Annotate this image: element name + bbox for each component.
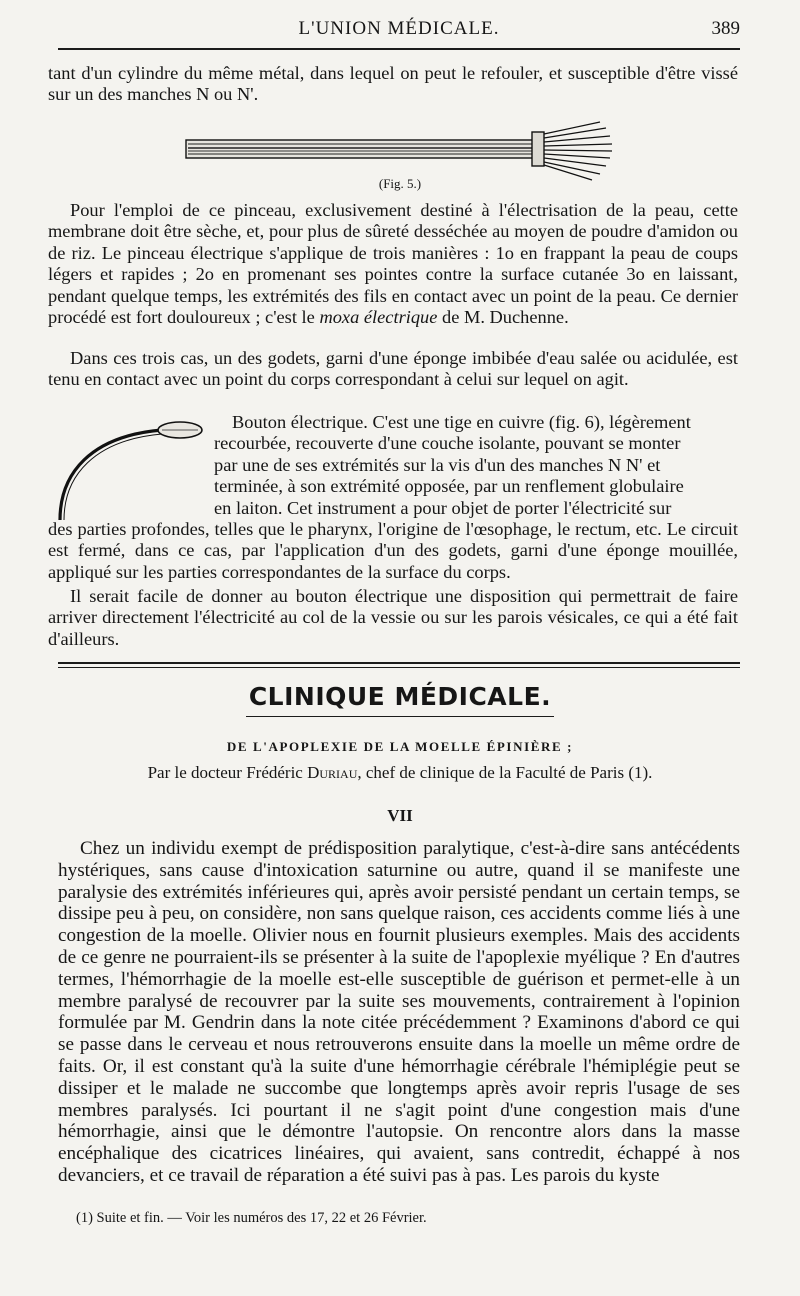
facile-paragraph: Il serait facile de donner au bouton électrique une disposition qui permettrait de faire arriver directement l'électricité au col de la vessie ou sur les parois vésicales, ce qui a été fait d'ailleurs.	[48, 586, 738, 649]
header-rule	[58, 48, 740, 50]
electric-brush-illustration	[182, 120, 622, 182]
bouton-line-4: terminée, à son extrémité opposée, par un renflement globulaire	[214, 476, 684, 496]
brush-usage-end: de M. Duchenne.	[442, 307, 569, 328]
bouton-continuation-paragraph: des parties profondes, telles que le pharynx, l'origine de l'œsophage, le rectum, etc. Le circuit est fermé, dans ce cas, par l'application d'un des godets, garni d'une éponge mouillée, appliqué sur les parties correspondantes de la surface du corps.	[48, 519, 738, 582]
bouton-line-1: Bouton électrique. C'est une tige en cuivre (fig. 6), légèrement	[232, 412, 691, 432]
three-cases-paragraph: Dans ces trois cas, un des godets, garni d'une éponge imbibée d'eau salée ou acidulée, est tenu en contact avec un point du corps correspondant à celui sur lequel on agit.	[48, 348, 738, 390]
continuation-paragraph: tant d'un cylindre du même métal, dans lequel on peut le refouler, et susceptible d'être vissé sur un des manches N ou N'.	[48, 63, 738, 105]
bouton-line-5: en laiton. Cet instrument a pour objet de porter l'électricité sur	[214, 498, 672, 518]
moxa-term: moxa électrique	[319, 307, 438, 328]
figure-5-caption: (Fig. 5.)	[378, 176, 422, 191]
section-title-underline	[246, 716, 554, 717]
byline	[0, 763, 800, 783]
byline-suffix: , chef de clinique de la Faculté de Paris (1).	[357, 763, 653, 782]
part-number: VII	[387, 806, 413, 825]
page-number: 389	[711, 18, 740, 39]
author-name: Duriau	[307, 763, 358, 782]
footnote: (1) Suite et fin. — Voir les numéros des 17, 22 et 26 Février.	[76, 1210, 427, 1226]
running-title: L'UNION MÉDICALE.	[298, 18, 500, 39]
section-title: CLINIQUE MÉDICALE.	[248, 682, 552, 711]
article-body-paragraph: Chez un individu exempt de prédisposition paralytique, c'est-à-dire sans antécédents hystériques, sans cause d'intoxication saturnine ou autre, quand il se manifeste une paralysie des extrémités inférieures qui, après avoir persisté pendant un certain temps, se dissipe peu à peu, on considère, non sans quelque raison, ces accidents comme liés à une congestion de la moelle. Olivier nous en fournit plusieurs exemples. Mais des accidents de ce genre ne pourraient-ils se présenter à la suite de l'apoplexie myélique ? En d'autres termes, l'hémorrhagie de la moelle est-elle susceptible de guérison et permet-elle à un membre paralysé de recouvrer par la suite ses mouvements, contrairement à l'opinion formulée par M. Gendrin dans la note citée précédemment ? Examinons d'abord ce qui se passe dans le cerveau et nous retrouverons ensuite dans la moelle un même ordre de faits. Or, il est constant qu'à la suite d'une hémorrhagie cérébrale l'hémiplégie peut se dissiper et le malade ne succombe que longtemps après avoir repris l'usage de ses membres paralysés. Ici pourtant il ne s'agit point d'une congestion mais d'une hémorrhagie, ainsi que le démontre l'autopsie. On rencontre alors dans la masse encéphalique des cicatrices linéaires, qui avaient, sans contredit, échappé à nos devanciers, et ce travail de réparation a été suivi pas à pas. Les parois du kyste	[58, 838, 740, 1186]
brush-usage-text: Pour l'emploi de ce pinceau, exclusivement destiné à l'électrisation de la peau, cette membrane doit être sèche, et, pour plus de sûreté desséchée au moyen de poudre d'amidon ou de riz. Le pinceau électrique s'applique de trois manières : 1o en frappant la peau de coups légers et rapides ; 2o en promenant ses pointes contre la surface cutanée 3o en laissant, pendant quelque temps, les extrémités des fils en contact avec un point de la peau. Ce dernier procédé est fort douloureux ; c'est le	[48, 200, 738, 328]
electric-button-probe-illustration	[50, 414, 210, 526]
article-title: DE L'APOPLEXIE DE LA MOELLE ÉPINIÈRE ;	[226, 739, 574, 754]
section-rule	[58, 662, 740, 668]
bouton-line-2: recourbée, recouverte d'une couche isolante, pouvant se monter	[214, 433, 681, 453]
page-header	[58, 14, 740, 44]
bouton-line-3: par une de ses extrémités sur la vis d'un des manches N N' et	[214, 455, 661, 475]
brush-usage-paragraph	[48, 200, 738, 328]
byline-prefix: Par le docteur Frédéric	[147, 763, 303, 782]
